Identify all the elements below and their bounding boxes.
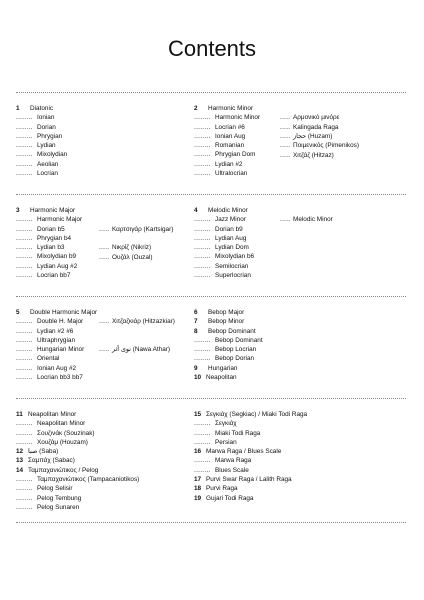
toc-entry[interactable] <box>16 252 82 261</box>
leader-dots: ........ <box>194 160 211 168</box>
toc-entry[interactable] <box>194 429 307 438</box>
entry-label: Ουζάλ (Ouzal) <box>112 253 153 261</box>
toc-entry[interactable] <box>194 234 254 243</box>
chapter-number: 19 <box>194 494 202 502</box>
entry-label: Hungarian <box>208 364 238 372</box>
leader-dots: ........ <box>16 225 33 233</box>
leader-dots: ........ <box>16 476 33 484</box>
leader-dots: ..... <box>280 123 291 131</box>
toc-subentry[interactable] <box>280 151 334 160</box>
entry-label: Harmonic Major <box>37 216 83 224</box>
toc-entry[interactable] <box>16 345 97 354</box>
toc-subentry[interactable] <box>280 123 338 132</box>
leader-dots: ........ <box>16 420 33 428</box>
leader-dots: ........ <box>194 420 211 428</box>
entry-label: Bebop Minor <box>208 318 245 326</box>
entry-label: Romanian <box>215 142 245 150</box>
toc-subentry[interactable] <box>99 253 152 262</box>
entry-label: Dorian <box>37 123 56 131</box>
entry-label: Lydian #2 <box>215 160 243 168</box>
leader-dots: ........ <box>16 272 33 280</box>
entry-label: Superlocrian <box>215 272 251 280</box>
chapter-number: 2 <box>194 105 198 112</box>
toc-entry[interactable] <box>16 271 82 280</box>
toc-entry[interactable] <box>194 169 260 178</box>
entry-label: Σεγκιάχ (Segkiac) / Miaki Todi Raga <box>206 411 308 418</box>
toc-entry[interactable] <box>194 243 254 252</box>
entry-label: Καρτσιγάρ (Kartsigar) <box>112 225 174 233</box>
entry-label: صبا (Saba) <box>28 448 59 456</box>
toc-entry[interactable] <box>194 132 260 141</box>
entry-label: Phrygian <box>37 132 63 140</box>
entry-label: Χιτζαζκιάρ (Hitzazkiar) <box>112 318 175 326</box>
entry-label: Locrian <box>37 170 58 178</box>
entry-label: Pelog Sunaren <box>37 503 80 511</box>
toc-heading[interactable] <box>194 475 307 484</box>
entry-label: Dorian b9 <box>215 225 243 233</box>
toc-column-left <box>16 308 97 382</box>
toc-subentry[interactable] <box>280 113 340 122</box>
entry-label: Bebop Major <box>208 309 245 316</box>
toc-heading[interactable] <box>194 410 307 419</box>
entry-label: Χουζάμ (Houzam) <box>37 438 88 446</box>
toc-entry[interactable] <box>16 336 97 345</box>
toc-heading[interactable] <box>194 317 263 326</box>
entry-label: Neapolitan Minor <box>37 420 86 428</box>
entry-label: Blues Scale <box>215 466 249 474</box>
entry-label: Semilocrian <box>215 262 249 270</box>
entry-label: Lydian b3 <box>37 244 65 252</box>
leader-dots: ........ <box>194 151 211 159</box>
leader-dots: ........ <box>16 503 33 511</box>
leader-dots: ........ <box>16 234 33 242</box>
entry-label: Ionian Aug #2 <box>37 364 77 372</box>
toc-entry[interactable] <box>16 225 82 234</box>
leader-dots: ........ <box>194 123 211 131</box>
leader-dots: ........ <box>16 364 33 372</box>
divider <box>16 194 406 195</box>
entry-label: Σαμπάχ (Sabac) <box>28 457 75 465</box>
leader-dots: ........ <box>194 114 211 122</box>
leader-dots: ........ <box>16 374 33 382</box>
chapter-number: 17 <box>194 476 202 484</box>
divider <box>16 92 406 93</box>
toc-entry[interactable] <box>16 494 139 503</box>
toc-entry[interactable] <box>16 373 97 382</box>
toc-entry[interactable] <box>16 475 139 484</box>
toc-column-right <box>194 206 254 280</box>
entry-label: Oriental <box>37 355 60 363</box>
toc-heading[interactable] <box>16 206 82 215</box>
toc-entry[interactable] <box>16 243 82 252</box>
entry-label: Νικρίζ (Nikriz) <box>112 244 152 252</box>
leader-dots: ..... <box>99 244 110 252</box>
toc-entry[interactable] <box>16 327 97 336</box>
leader-dots: ........ <box>194 216 211 224</box>
toc-subentry[interactable] <box>99 345 170 354</box>
toc-entry[interactable] <box>16 132 67 141</box>
toc-heading[interactable] <box>194 484 307 493</box>
leader-dots: ........ <box>194 466 211 474</box>
entry-label: Bebop Dominant <box>208 327 256 335</box>
entry-label: Pelog Selisir <box>37 485 73 493</box>
toc-entry[interactable] <box>16 141 67 150</box>
toc-entry[interactable] <box>194 262 254 271</box>
entry-label: Lydian <box>37 142 56 150</box>
entry-label: Lydian Dom <box>215 244 249 252</box>
leader-dots: ........ <box>16 114 33 122</box>
leader-dots: ........ <box>194 132 211 140</box>
leader-dots: ..... <box>99 253 110 261</box>
entry-label: Jazz Minor <box>215 216 246 224</box>
leader-dots: ..... <box>280 216 291 224</box>
toc-column-right <box>194 308 263 382</box>
toc-column-left <box>16 206 82 280</box>
entry-label: نوى أثر (Nawa Athar) <box>112 346 171 354</box>
entry-label: Double H. Major <box>37 318 84 326</box>
leader-dots: ........ <box>194 234 211 242</box>
divider <box>16 522 406 523</box>
entry-label: Purvi Raga <box>206 485 238 493</box>
toc-entry[interactable] <box>194 354 263 363</box>
toc-subentry[interactable] <box>99 317 175 326</box>
toc-entry[interactable] <box>194 160 260 169</box>
chapter-number: 16 <box>194 448 202 456</box>
toc-subentry[interactable] <box>99 225 173 234</box>
toc-entry[interactable] <box>16 150 67 159</box>
entry-label: Ποιμενικός (Pimenikos) <box>293 142 359 150</box>
chapter-number: 3 <box>16 207 20 214</box>
toc-column-right <box>194 410 307 503</box>
chapter-number: 8 <box>194 327 198 335</box>
entry-label: Neapolitan Minor <box>28 411 77 418</box>
leader-dots: ........ <box>194 336 211 344</box>
toc-entry[interactable] <box>16 262 82 271</box>
entry-label: Χιτζάζ (Hitzaz) <box>293 151 334 159</box>
toc-entry[interactable] <box>194 225 254 234</box>
leader-dots: ........ <box>16 494 33 502</box>
toc-entry[interactable] <box>16 364 97 373</box>
toc-entry[interactable] <box>16 169 67 178</box>
entry-label: Marwa Raga / Blues Scale <box>206 448 282 456</box>
leader-dots: ........ <box>16 151 33 159</box>
leader-dots: ..... <box>280 151 291 159</box>
chapter-number: 9 <box>194 364 198 372</box>
toc-entry[interactable] <box>16 215 82 224</box>
leader-dots: ..... <box>280 142 291 150</box>
chapter-number: 14 <box>16 466 24 474</box>
entry-label: Melodic Minor <box>208 207 248 214</box>
entry-label: Dorian b5 <box>37 225 65 233</box>
leader-dots: ........ <box>16 355 33 363</box>
toc-subentry[interactable] <box>99 243 151 252</box>
toc-entry[interactable] <box>194 141 260 150</box>
leader-dots: ........ <box>194 170 211 178</box>
toc-entry[interactable] <box>194 215 254 224</box>
toc-heading[interactable] <box>16 104 67 113</box>
leader-dots: ........ <box>16 253 33 261</box>
entry-label: Ionian Aug <box>215 132 246 140</box>
leader-dots: ........ <box>194 225 211 233</box>
toc-entry[interactable] <box>194 345 263 354</box>
toc-heading[interactable] <box>16 456 139 465</box>
entry-label: Phrygian b4 <box>37 234 72 242</box>
entry-label: Ultraphrygian <box>37 336 76 344</box>
toc-heading[interactable] <box>16 410 139 419</box>
toc-entry[interactable] <box>16 484 139 493</box>
leader-dots: ........ <box>16 485 33 493</box>
toc-entry[interactable] <box>194 113 260 122</box>
toc-entry[interactable] <box>16 354 97 363</box>
entry-label: Ionian <box>37 114 55 122</box>
entry-label: Bebop Locrian <box>215 346 257 354</box>
toc-entry[interactable] <box>194 456 307 465</box>
entry-label: Hungarian Minor <box>37 346 85 354</box>
leader-dots: ........ <box>16 336 33 344</box>
entry-label: Diatonic <box>30 105 54 112</box>
entry-label: Phrygian Dom <box>215 151 256 159</box>
toc-heading[interactable] <box>194 104 260 113</box>
chapter-number: 5 <box>16 309 20 316</box>
entry-label: Miaki Todi Raga <box>215 429 261 437</box>
chapter-number: 13 <box>16 457 24 465</box>
entry-label: Marwa Raga <box>215 457 252 465</box>
chapter-number: 15 <box>194 411 202 418</box>
leader-dots: ........ <box>16 327 33 335</box>
toc-heading[interactable] <box>194 206 254 215</box>
leader-dots: ........ <box>16 160 33 168</box>
toc-entry[interactable] <box>16 160 67 169</box>
toc-column-left <box>16 410 139 512</box>
entry-label: Ταμπαχανιώτικος / Pelog <box>28 466 99 474</box>
toc-entry[interactable] <box>16 123 67 132</box>
page-title: Contents <box>167 36 257 61</box>
entry-label: Bebop Dominant <box>215 336 263 344</box>
entry-label: Aeolian <box>37 160 59 168</box>
toc-entry[interactable] <box>16 317 97 326</box>
toc-heading[interactable] <box>194 364 263 373</box>
chapter-number: 11 <box>16 411 23 418</box>
toc-heading[interactable] <box>194 494 307 503</box>
leader-dots: ........ <box>194 142 211 150</box>
toc-heading[interactable] <box>194 373 263 382</box>
leader-dots: ........ <box>194 262 211 270</box>
toc-entry[interactable] <box>16 438 139 447</box>
leader-dots: ..... <box>99 225 110 233</box>
entry-label: Mixolydian b6 <box>215 253 255 261</box>
toc-subentry[interactable] <box>280 132 332 141</box>
leader-dots: ........ <box>16 123 33 131</box>
leader-dots: ........ <box>16 216 33 224</box>
entry-label: Σεγκιάχ <box>215 420 237 428</box>
toc-column-right <box>194 104 260 178</box>
entry-label: Mixolydian <box>37 151 68 159</box>
entry-label: Purvi Swar Raga / Lalith Raga <box>206 476 292 484</box>
entry-label: Melodic Minor <box>293 216 333 224</box>
leader-dots: ..... <box>99 346 110 354</box>
leader-dots: ........ <box>16 244 33 252</box>
leader-dots: ........ <box>194 429 211 437</box>
entry-label: Neapolitan <box>206 374 237 382</box>
divider <box>16 296 406 297</box>
leader-dots: ........ <box>194 346 211 354</box>
toc-heading[interactable] <box>194 327 263 336</box>
leader-dots: ........ <box>194 244 211 252</box>
chapter-number: 10 <box>194 374 202 382</box>
toc-heading[interactable] <box>16 466 139 475</box>
entry-label: Lydian Aug #2 <box>37 262 78 270</box>
toc-subentry[interactable] <box>280 215 333 224</box>
entry-label: Σουζινάκ (Souzinak) <box>37 429 95 437</box>
divider <box>16 398 406 399</box>
toc-entry[interactable] <box>194 123 260 132</box>
entry-label: Locrian #6 <box>215 123 245 131</box>
leader-dots: ........ <box>16 262 33 270</box>
leader-dots: ..... <box>99 318 110 326</box>
toc-entry[interactable] <box>194 150 260 159</box>
entry-label: Harmonic Minor <box>208 105 254 112</box>
entry-label: Αρμονικό μινόρε <box>293 114 340 122</box>
chapter-number: 12 <box>16 448 24 456</box>
leader-dots: ........ <box>194 457 211 465</box>
leader-dots: ..... <box>280 114 291 122</box>
entry-label: Ultralocrian <box>215 170 248 178</box>
leader-dots: ........ <box>194 355 211 363</box>
chapter-number: 6 <box>194 309 198 316</box>
entry-label: Persian <box>215 438 237 446</box>
leader-dots: ..... <box>280 132 291 140</box>
leader-dots: ........ <box>16 429 33 437</box>
leader-dots: ........ <box>16 142 33 150</box>
leader-dots: ........ <box>16 438 33 446</box>
leader-dots: ........ <box>194 438 211 446</box>
toc-entry[interactable] <box>16 419 139 428</box>
leader-dots: ........ <box>16 346 33 354</box>
toc-entry[interactable] <box>194 252 254 261</box>
leader-dots: ........ <box>194 253 211 261</box>
toc-entry[interactable] <box>194 271 254 280</box>
toc-heading[interactable] <box>194 308 263 317</box>
chapter-number: 7 <box>194 318 198 326</box>
toc-heading[interactable] <box>194 447 307 456</box>
toc-subentry[interactable] <box>280 141 359 150</box>
toc-entry[interactable] <box>194 419 307 428</box>
entry-label: Double Harmonic Major <box>30 309 98 316</box>
leader-dots: ........ <box>194 272 211 280</box>
entry-label: Bebop Dorian <box>215 355 255 363</box>
toc-column-left <box>16 104 67 178</box>
entry-label: Locrian bb7 <box>37 272 71 280</box>
toc-entry[interactable] <box>194 336 263 345</box>
entry-label: Gujari Todi Raga <box>206 494 254 502</box>
chapter-number: 18 <box>194 485 202 493</box>
leader-dots: ........ <box>16 132 33 140</box>
entry-label: Locrian bb3 bb7 <box>37 374 83 382</box>
entry-label: Harmonic Major <box>30 207 76 214</box>
toc-entry[interactable] <box>16 113 67 122</box>
entry-label: Kalingada Raga <box>293 123 339 131</box>
entry-label: حجاز (Huzam) <box>293 132 333 140</box>
entry-label: Pelog Tembung <box>37 494 82 502</box>
chapter-number: 4 <box>194 207 198 214</box>
toc-entry[interactable] <box>194 466 307 475</box>
entry-label: Lydian Aug <box>215 234 247 242</box>
leader-dots: ........ <box>16 170 33 178</box>
toc-entry[interactable] <box>194 438 307 447</box>
toc-heading[interactable] <box>16 447 139 456</box>
chapter-number: 1 <box>16 105 20 112</box>
entry-label: Ταμπαχανιώτικος (Tampacaniotikos) <box>37 476 140 484</box>
toc-entry[interactable] <box>16 234 82 243</box>
entry-label: Mixolydian b9 <box>37 253 77 261</box>
toc-entry[interactable] <box>16 429 139 438</box>
leader-dots: ........ <box>16 318 33 326</box>
entry-label: Lydian #2 #6 <box>37 327 74 335</box>
entry-label: Harmonic Minor <box>215 114 261 122</box>
toc-heading[interactable] <box>16 308 97 317</box>
toc-entry[interactable] <box>16 503 139 512</box>
